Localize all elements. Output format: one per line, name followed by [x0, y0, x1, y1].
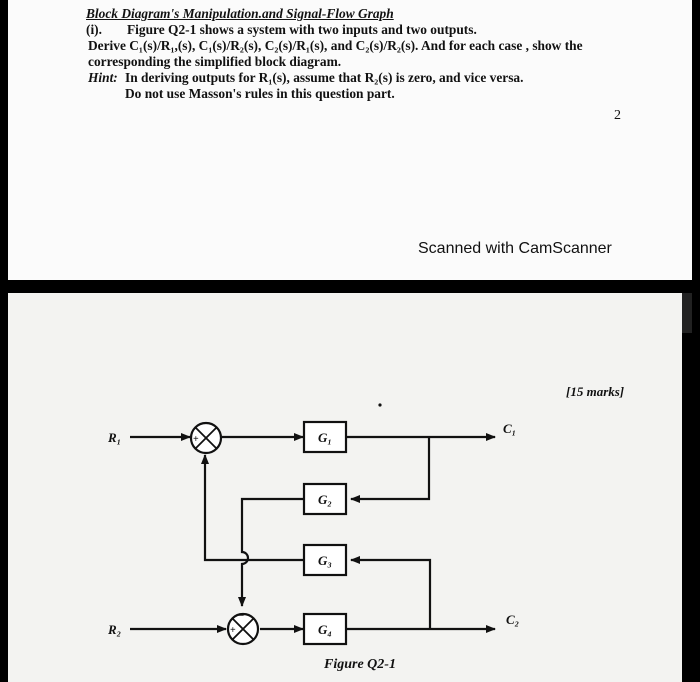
c2-label: C₂	[506, 612, 520, 627]
g2-label: G₂	[318, 492, 332, 507]
question-line-2: Derive C₁(s)/R₁,(s), C₁(s)/R₂(s), C₂(s)/R₁(s), and C₂(s)/R₂(s). And for each case , show the	[88, 38, 583, 53]
r1-label: R₁	[108, 430, 122, 445]
marks-label: [15 marks]	[566, 384, 625, 399]
c1-to-g2-path	[351, 437, 429, 499]
g1-label: G₁	[318, 430, 332, 445]
page-number: 2	[614, 108, 621, 123]
sum1-minus-sign: −	[201, 447, 208, 459]
camscanner-watermark: Scanned with CamScanner	[418, 240, 612, 257]
g3-label: G₃	[318, 553, 332, 568]
sum2-minus-sign: −	[238, 610, 245, 622]
question-line-3: corresponding the simplified block diagram.	[88, 54, 342, 69]
question-line-5: Do not use Masson's rules in this question part.	[125, 86, 395, 101]
question-number: (i).	[86, 22, 102, 37]
sum2-plus-sign: +	[230, 625, 236, 636]
g3-to-sum1-path	[205, 455, 303, 560]
section-title: Block Diagram's Manipulation.and Signal-Flow Graph	[86, 6, 394, 21]
r2-label: R₂	[108, 622, 122, 637]
c2-to-g3-path	[351, 560, 430, 629]
g4-label: G₄	[318, 622, 332, 637]
sum1-plus-sign: +	[193, 434, 199, 445]
g2-to-sum2-path	[242, 499, 303, 606]
hint-text: In deriving outputs for R₁(s), assume that R₂(s) is zero, and vice versa.	[125, 70, 524, 85]
scan-dot	[378, 403, 381, 406]
question-line-1: Figure Q2-1 shows a system with two inputs and two outputs.	[127, 22, 477, 37]
figure-caption: Figure Q2-1	[324, 657, 396, 672]
hint-label: Hint:	[88, 70, 118, 85]
c1-label: C₁	[503, 421, 517, 436]
